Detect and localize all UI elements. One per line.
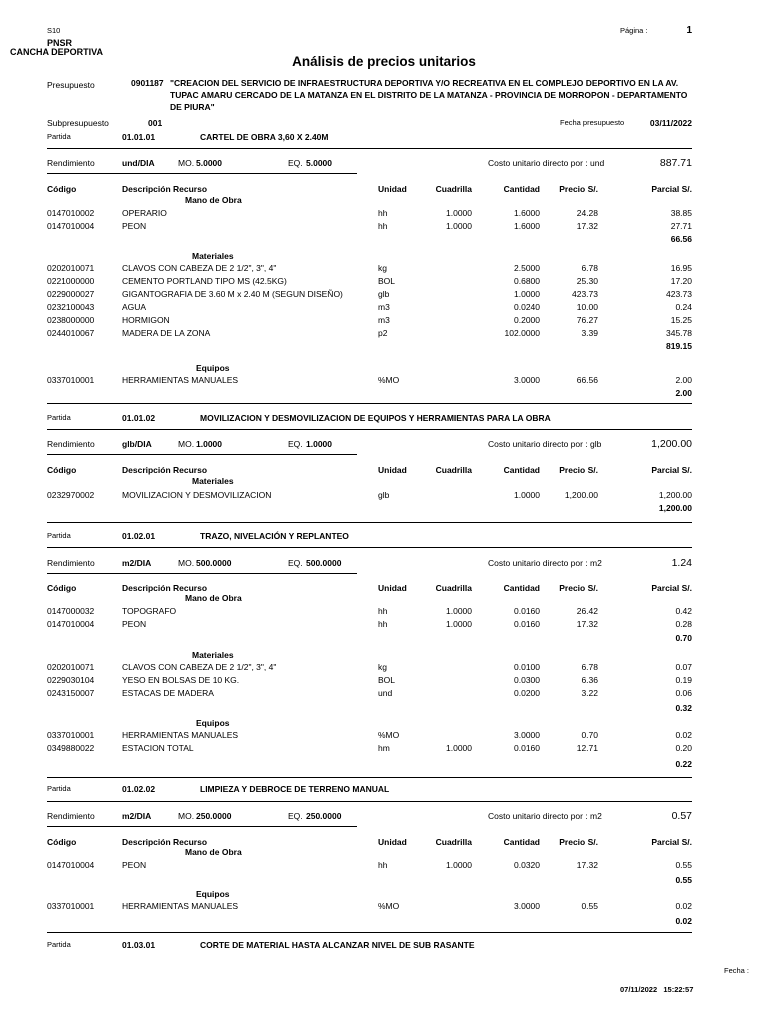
- row-cantidad: 0.0300: [514, 675, 540, 685]
- row-desc: CLAVOS CON CABEZA DE 2 1/2", 3", 4": [122, 263, 277, 273]
- row-code: 0349880022: [47, 743, 95, 753]
- rendimiento-unit: glb/DIA: [122, 439, 152, 449]
- col-precio: Precio S/.: [559, 583, 598, 593]
- row-precio: 1,200.00: [564, 490, 598, 500]
- row-unit: hh: [378, 606, 388, 616]
- costo-value: 1,200.00: [651, 438, 692, 450]
- row-desc: MOVILIZACION Y DESMOVILIZACION: [122, 490, 272, 500]
- partida-label: Partida: [47, 132, 71, 141]
- row-parcial: 0.28: [675, 619, 692, 629]
- col-descripcion: Descripción Recurso: [122, 837, 208, 847]
- partida-label: Partida: [47, 531, 71, 540]
- mo-label: MO.: [178, 558, 195, 568]
- row-cantidad: 2.5000: [514, 263, 540, 273]
- page-title: Análisis de precios unitarios: [292, 54, 476, 69]
- mo-value: 1.0000: [196, 439, 222, 449]
- row-precio: 26.42: [576, 606, 598, 616]
- row-cuadrilla: 1.0000: [446, 208, 472, 218]
- group-subtotal: 819.15: [666, 341, 692, 351]
- row-parcial: 0.24: [675, 302, 692, 312]
- col-descripcion: Descripción Recurso: [122, 184, 208, 194]
- partida-code: 01.03.01: [122, 940, 156, 950]
- group-name: Materiales: [192, 476, 234, 486]
- row-code: 0244010067: [47, 328, 95, 338]
- footer-fecha-label: Fecha :: [724, 966, 750, 975]
- s10-label: S10: [47, 26, 61, 35]
- mo-label: MO.: [178, 158, 195, 168]
- mo-value: 5.0000: [196, 158, 222, 168]
- col-unidad: Unidad: [378, 837, 407, 847]
- pnsr-label: PNSR: [47, 38, 73, 48]
- row-desc: MADERA DE LA ZONA: [122, 328, 211, 338]
- row-cantidad: 0.6800: [514, 276, 540, 286]
- row-precio: 66.56: [576, 375, 598, 385]
- col-cuadrilla: Cuadrilla: [435, 837, 472, 847]
- divider: [47, 148, 692, 149]
- row-cuadrilla: 1.0000: [446, 743, 472, 753]
- row-code: 0337010001: [47, 901, 95, 911]
- fecha-presupuesto-value: 03/11/2022: [649, 118, 692, 128]
- row-desc: AGUA: [122, 302, 147, 312]
- row-cantidad: 0.0200: [514, 688, 540, 698]
- row-desc: PEON: [122, 221, 147, 231]
- col-codigo: Código: [47, 184, 77, 194]
- group-name: Equipos: [196, 718, 230, 728]
- row-unit: BOL: [378, 675, 396, 685]
- group-subtotal: 0.70: [675, 633, 692, 643]
- row-desc: CEMENTO PORTLAND TIPO MS (42.5KG): [122, 276, 287, 286]
- col-descripcion: Descripción Recurso: [122, 465, 208, 475]
- divider: [47, 932, 692, 933]
- row-code: 0147010004: [47, 221, 95, 231]
- row-parcial: 0.20: [675, 743, 692, 753]
- row-cuadrilla: 1.0000: [446, 606, 472, 616]
- row-parcial: 0.42: [675, 606, 692, 616]
- page-label: Página :: [620, 26, 648, 35]
- col-codigo: Código: [47, 837, 77, 847]
- partida-name: TRAZO, NIVELACIÓN Y REPLANTEO: [200, 531, 349, 541]
- footer-datetime: 07/11/2022 15:22:57: [620, 985, 694, 994]
- partida-code: 01.02.02: [122, 784, 156, 794]
- partida-label: Partida: [47, 784, 71, 793]
- divider: [47, 777, 692, 778]
- row-cuadrilla: 1.0000: [446, 221, 472, 231]
- col-cuadrilla: Cuadrilla: [435, 583, 472, 593]
- col-descripcion: Descripción Recurso: [122, 583, 208, 593]
- subpresupuesto-code: 001: [148, 118, 163, 128]
- row-parcial: 38.85: [670, 208, 692, 218]
- row-unit: %MO: [378, 901, 400, 911]
- row-parcial: 1,200.00: [658, 490, 692, 500]
- row-precio: 76.27: [576, 315, 598, 325]
- row-code: 0337010001: [47, 730, 95, 740]
- row-code: 0229000027: [47, 289, 95, 299]
- row-desc: HERRAMIENTAS MANUALES: [122, 901, 239, 911]
- row-code: 0202010071: [47, 263, 95, 273]
- presupuesto-description-line2: TUPAC AMARU CERCADO DE LA MATANZA EN EL DISTRITO DE LA MATANZA - PROVINCIA DE MORROPON - DEPARTAMENTO: [170, 90, 688, 100]
- costo-label: Costo unitario directo por : und: [488, 158, 605, 168]
- partida-code: 01.01.02: [122, 413, 156, 423]
- row-cantidad: 3.0000: [514, 901, 540, 911]
- partida-name: CORTE DE MATERIAL HASTA ALCANZAR NIVEL DE SUB RASANTE: [200, 940, 475, 950]
- rendimiento-label: Rendimiento: [47, 158, 95, 168]
- row-precio: 10.00: [576, 302, 598, 312]
- group-subtotal: 0.32: [675, 703, 692, 713]
- eq-label: EQ.: [288, 558, 303, 568]
- row-precio: 6.36: [581, 675, 598, 685]
- divider: [47, 547, 692, 548]
- row-cantidad: 102.0000: [504, 328, 540, 338]
- mo-value: 250.0000: [196, 811, 232, 821]
- row-cuadrilla: 1.0000: [446, 619, 472, 629]
- row-desc: HORMIGON: [122, 315, 170, 325]
- row-unit: p2: [378, 328, 388, 338]
- row-parcial: 0.19: [675, 675, 692, 685]
- row-desc: CLAVOS CON CABEZA DE 2 1/2", 3", 4": [122, 662, 277, 672]
- rendimiento-label: Rendimiento: [47, 558, 95, 568]
- project-short-name: CANCHA DEPORTIVA: [10, 47, 104, 57]
- row-precio: 25.30: [576, 276, 598, 286]
- row-parcial: 17.20: [670, 276, 692, 286]
- row-precio: 3.22: [581, 688, 598, 698]
- row-cantidad: 0.0240: [514, 302, 540, 312]
- row-parcial: 0.02: [675, 901, 692, 911]
- row-code: 0147010004: [47, 619, 95, 629]
- row-code: 0232970002: [47, 490, 95, 500]
- row-parcial: 15.25: [670, 315, 692, 325]
- partida-label: Partida: [47, 413, 71, 422]
- subpresupuesto-label: Subpresupuesto: [47, 118, 109, 128]
- row-unit: hh: [378, 860, 388, 870]
- eq-value: 5.0000: [306, 158, 332, 168]
- row-unit: %MO: [378, 730, 400, 740]
- col-precio: Precio S/.: [559, 465, 598, 475]
- group-subtotal: 0.02: [675, 916, 692, 926]
- divider: [47, 522, 692, 523]
- group-subtotal: 66.56: [670, 234, 692, 244]
- costo-label: Costo unitario directo por : glb: [488, 439, 602, 449]
- rendimiento-label: Rendimiento: [47, 439, 95, 449]
- row-desc: GIGANTOGRAFIA DE 3.60 M x 2.40 M (SEGUN DISEÑO): [122, 289, 343, 299]
- row-parcial: 345.78: [666, 328, 692, 338]
- group-name: Materiales: [192, 251, 234, 261]
- col-cantidad: Cantidad: [503, 184, 540, 194]
- costo-value: 0.57: [671, 810, 692, 822]
- row-code: 0147010002: [47, 208, 95, 218]
- col-parcial: Parcial S/.: [651, 465, 692, 475]
- row-code: 0147000032: [47, 606, 95, 616]
- row-unit: kg: [378, 263, 387, 273]
- group-name: Materiales: [192, 650, 234, 660]
- row-unit: %MO: [378, 375, 400, 385]
- col-cuadrilla: Cuadrilla: [435, 465, 472, 475]
- col-cantidad: Cantidad: [503, 465, 540, 475]
- row-precio: 6.78: [581, 263, 598, 273]
- page-number: 1: [686, 25, 692, 36]
- fecha-presupuesto-label: Fecha presupuesto: [560, 118, 625, 127]
- col-parcial: Parcial S/.: [651, 184, 692, 194]
- row-precio: 3.39: [581, 328, 598, 338]
- row-parcial: 16.95: [670, 263, 692, 273]
- row-desc: PEON: [122, 860, 147, 870]
- row-code: 0232100043: [47, 302, 95, 312]
- row-code: 0221000000: [47, 276, 95, 286]
- row-desc: HERRAMIENTAS MANUALES: [122, 730, 239, 740]
- row-precio: 24.28: [576, 208, 598, 218]
- row-parcial: 423.73: [666, 289, 692, 299]
- col-cantidad: Cantidad: [503, 583, 540, 593]
- rendimiento-unit: und/DIA: [122, 158, 155, 168]
- row-precio: 17.32: [576, 860, 598, 870]
- group-subtotal: 2.00: [675, 388, 692, 398]
- presupuesto-label: Presupuesto: [47, 80, 95, 90]
- mo-label: MO.: [178, 811, 195, 821]
- row-cantidad: 0.0160: [514, 743, 540, 753]
- costo-value: 1.24: [671, 557, 692, 569]
- divider: [47, 454, 357, 455]
- row-desc: ESTACION TOTAL: [122, 743, 194, 753]
- row-parcial: 27.71: [670, 221, 692, 231]
- group-subtotal: 0.55: [675, 875, 692, 885]
- row-cantidad: 0.0320: [514, 860, 540, 870]
- col-cantidad: Cantidad: [503, 837, 540, 847]
- col-unidad: Unidad: [378, 583, 407, 593]
- group-name: Equipos: [196, 889, 230, 899]
- col-precio: Precio S/.: [559, 837, 598, 847]
- divider: [47, 429, 692, 430]
- row-unit: und: [378, 688, 393, 698]
- col-parcial: Parcial S/.: [651, 583, 692, 593]
- eq-value: 250.0000: [306, 811, 342, 821]
- row-code: 0238000000: [47, 315, 95, 325]
- row-precio: 423.73: [572, 289, 598, 299]
- row-cantidad: 3.0000: [514, 730, 540, 740]
- row-unit: hh: [378, 619, 388, 629]
- row-cantidad: 0.2000: [514, 315, 540, 325]
- col-codigo: Código: [47, 583, 77, 593]
- divider: [47, 403, 692, 404]
- row-precio: 17.32: [576, 619, 598, 629]
- divider: [47, 826, 357, 827]
- divider: [47, 173, 357, 174]
- row-parcial: 0.55: [675, 860, 692, 870]
- partida-code: 01.02.01: [122, 531, 156, 541]
- eq-label: EQ.: [288, 811, 303, 821]
- col-precio: Precio S/.: [559, 184, 598, 194]
- row-cantidad: 1.0000: [514, 289, 540, 299]
- row-parcial: 0.07: [675, 662, 692, 672]
- row-desc: ESTACAS DE MADERA: [122, 688, 214, 698]
- row-precio: 0.55: [581, 901, 598, 911]
- row-desc: YESO EN BOLSAS DE 10 KG.: [122, 675, 240, 685]
- row-cantidad: 1.0000: [514, 490, 540, 500]
- group-name: Mano de Obra: [185, 847, 242, 857]
- row-cantidad: 3.0000: [514, 375, 540, 385]
- eq-label: EQ.: [288, 158, 303, 168]
- costo-label: Costo unitario directo por : m2: [488, 558, 602, 568]
- row-unit: glb: [378, 490, 390, 500]
- partida-name: LIMPIEZA Y DEBROCE DE TERRENO MANUAL: [200, 784, 390, 794]
- row-precio: 17.32: [576, 221, 598, 231]
- row-desc: TOPOGRAFO: [122, 606, 177, 616]
- mo-value: 500.0000: [196, 558, 232, 568]
- col-codigo: Código: [47, 465, 77, 475]
- group-name: Equipos: [196, 363, 230, 373]
- presupuesto-description-line3: DE PIURA": [170, 102, 215, 112]
- row-cantidad: 0.0160: [514, 606, 540, 616]
- row-code: 0202010071: [47, 662, 95, 672]
- presupuesto-description-line1: "CREACION DEL SERVICIO DE INFRAESTRUCTURA DEPORTIVA Y/O RECREATIVA EN EL COMPLEJO DEPORTIVO EN LA AV.: [170, 78, 679, 88]
- eq-value: 500.0000: [306, 558, 342, 568]
- row-unit: hm: [378, 743, 390, 753]
- row-parcial: 0.02: [675, 730, 692, 740]
- partida-name: CARTEL DE OBRA 3,60 X 2.40M: [200, 132, 329, 142]
- rendimiento-unit: m2/DIA: [122, 558, 152, 568]
- eq-value: 1.0000: [306, 439, 332, 449]
- row-precio: 12.71: [576, 743, 598, 753]
- group-subtotal: 0.22: [675, 759, 692, 769]
- row-unit: kg: [378, 662, 387, 672]
- partida-label: Partida: [47, 940, 71, 949]
- row-unit: m3: [378, 302, 390, 312]
- rendimiento-label: Rendimiento: [47, 811, 95, 821]
- col-parcial: Parcial S/.: [651, 837, 692, 847]
- row-cantidad: 0.0100: [514, 662, 540, 672]
- row-desc: PEON: [122, 619, 147, 629]
- rendimiento-unit: m2/DIA: [122, 811, 152, 821]
- row-code: 0229030104: [47, 675, 95, 685]
- col-cuadrilla: Cuadrilla: [435, 184, 472, 194]
- costo-label: Costo unitario directo por : m2: [488, 811, 602, 821]
- row-precio: 0.70: [581, 730, 598, 740]
- group-name: Mano de Obra: [185, 195, 242, 205]
- divider: [47, 801, 692, 802]
- row-unit: glb: [378, 289, 390, 299]
- col-unidad: Unidad: [378, 184, 407, 194]
- row-desc: HERRAMIENTAS MANUALES: [122, 375, 239, 385]
- mo-label: MO.: [178, 439, 195, 449]
- row-unit: BOL: [378, 276, 396, 286]
- row-precio: 6.78: [581, 662, 598, 672]
- row-code: 0243150007: [47, 688, 95, 698]
- row-unit: m3: [378, 315, 390, 325]
- row-cantidad: 0.0160: [514, 619, 540, 629]
- costo-value: 887.71: [659, 157, 692, 169]
- presupuesto-code: 0901187: [131, 78, 164, 88]
- row-cuadrilla: 1.0000: [446, 860, 472, 870]
- row-code: 0337010001: [47, 375, 95, 385]
- row-code: 0147010004: [47, 860, 95, 870]
- row-parcial: 0.06: [675, 688, 692, 698]
- row-cantidad: 1.6000: [514, 208, 540, 218]
- row-desc: OPERARIO: [122, 208, 167, 218]
- row-cantidad: 1.6000: [514, 221, 540, 231]
- group-subtotal: 1,200.00: [658, 503, 692, 513]
- group-name: Mano de Obra: [185, 593, 242, 603]
- divider: [47, 573, 357, 574]
- partida-code: 01.01.01: [122, 132, 156, 142]
- row-unit: hh: [378, 221, 388, 231]
- row-unit: hh: [378, 208, 388, 218]
- partida-name: MOVILIZACION Y DESMOVILIZACION DE EQUIPOS Y HERRAMIENTAS PARA LA OBRA: [200, 413, 551, 423]
- row-parcial: 2.00: [675, 375, 692, 385]
- col-unidad: Unidad: [378, 465, 407, 475]
- eq-label: EQ.: [288, 439, 303, 449]
